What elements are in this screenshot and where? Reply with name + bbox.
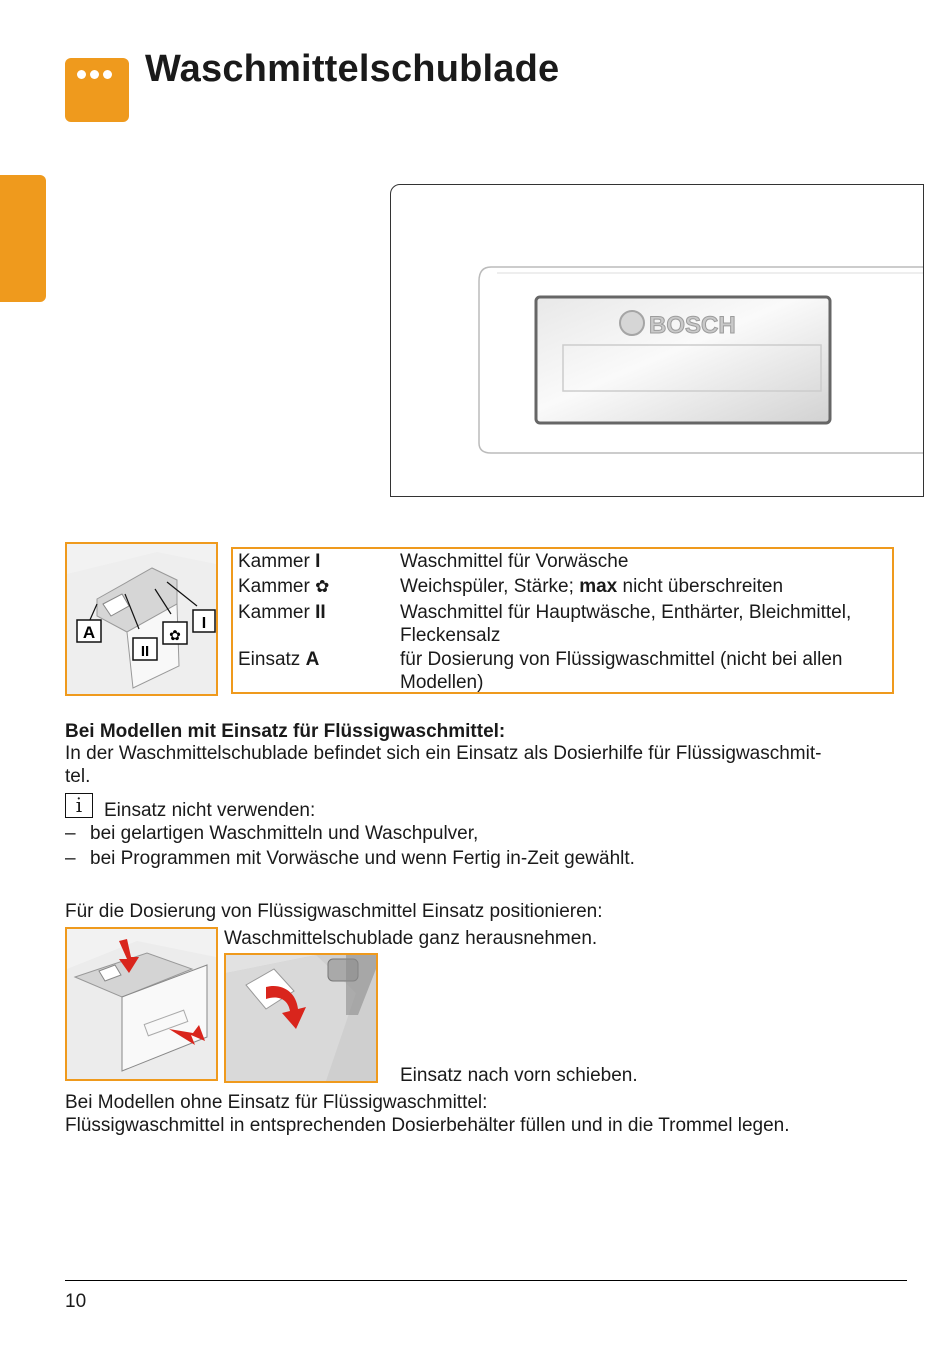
chamber-table — [231, 547, 894, 694]
brand-logo: BOSCH — [649, 312, 736, 339]
info-icon: i — [65, 793, 93, 818]
step2-text: Einsatz nach vorn schieben. — [400, 1065, 638, 1086]
step2-illustration — [224, 953, 378, 1083]
bullet-dash: – — [65, 848, 76, 869]
page-number: 10 — [65, 1291, 87, 1312]
table-row-desc: Waschmittel für Hauptwäsche, Enthärter, Bleichmittel, Fleckensalz — [400, 602, 852, 646]
page-title: Waschmittelschublade — [145, 48, 560, 90]
bullet-dash: – — [65, 823, 76, 844]
intro-line: In der Waschmittelschublade befindet sich ein Einsatz als Dosierhilfe für Flüssigwaschmit- — [65, 743, 822, 764]
list-item: bei gelartigen Waschmitteln und Waschpulver, — [90, 823, 479, 844]
label-a: A — [82, 623, 96, 642]
label-flower: ✿ — [169, 628, 181, 644]
table-row-label: Einsatz A — [238, 649, 320, 670]
table-row-label: Kammer I — [238, 551, 321, 572]
positioning-intro: Für die Dosierung von Flüssigwaschmittel Einsatz positionieren: — [65, 901, 603, 922]
note-text: Einsatz nicht verwenden: — [104, 800, 316, 821]
without-heading: Bei Modellen ohne Einsatz für Flüssigwaschmittel: — [65, 1092, 488, 1113]
table-row-desc: Weichspüler, Stärke; max nicht überschreiten — [400, 576, 784, 597]
table-row-label: Kammer II — [238, 602, 326, 623]
list-item: bei Programmen mit Vorwäsche und wenn Fertig in-Zeit gewählt. — [90, 848, 635, 869]
table-row-desc: Waschmittel für Vorwäsche — [400, 551, 629, 572]
table-row-desc: für Dosierung von Flüssigwaschmittel (nicht bei allen Modellen) — [400, 649, 843, 693]
label-i: I — [201, 615, 207, 632]
section-heading: Bei Modellen mit Einsatz für Flüssigwaschmittel: — [65, 721, 506, 742]
label-ii: II — [140, 643, 150, 660]
step1-illustration — [65, 927, 218, 1081]
without-text: Flüssigwaschmittel in entsprechenden Dosierbehälter füllen und in die Trommel legen. — [65, 1115, 790, 1136]
table-row-label: Kammer ✿ — [238, 576, 330, 597]
section-icon — [65, 58, 129, 122]
chamber-diagram — [65, 542, 218, 696]
chapter-tab — [0, 175, 46, 302]
drawer-photo — [390, 184, 924, 497]
intro-line: tel. — [65, 766, 91, 787]
footer-divider — [65, 1280, 907, 1281]
step1-text: Waschmittelschublade ganz herausnehmen. — [224, 928, 598, 949]
